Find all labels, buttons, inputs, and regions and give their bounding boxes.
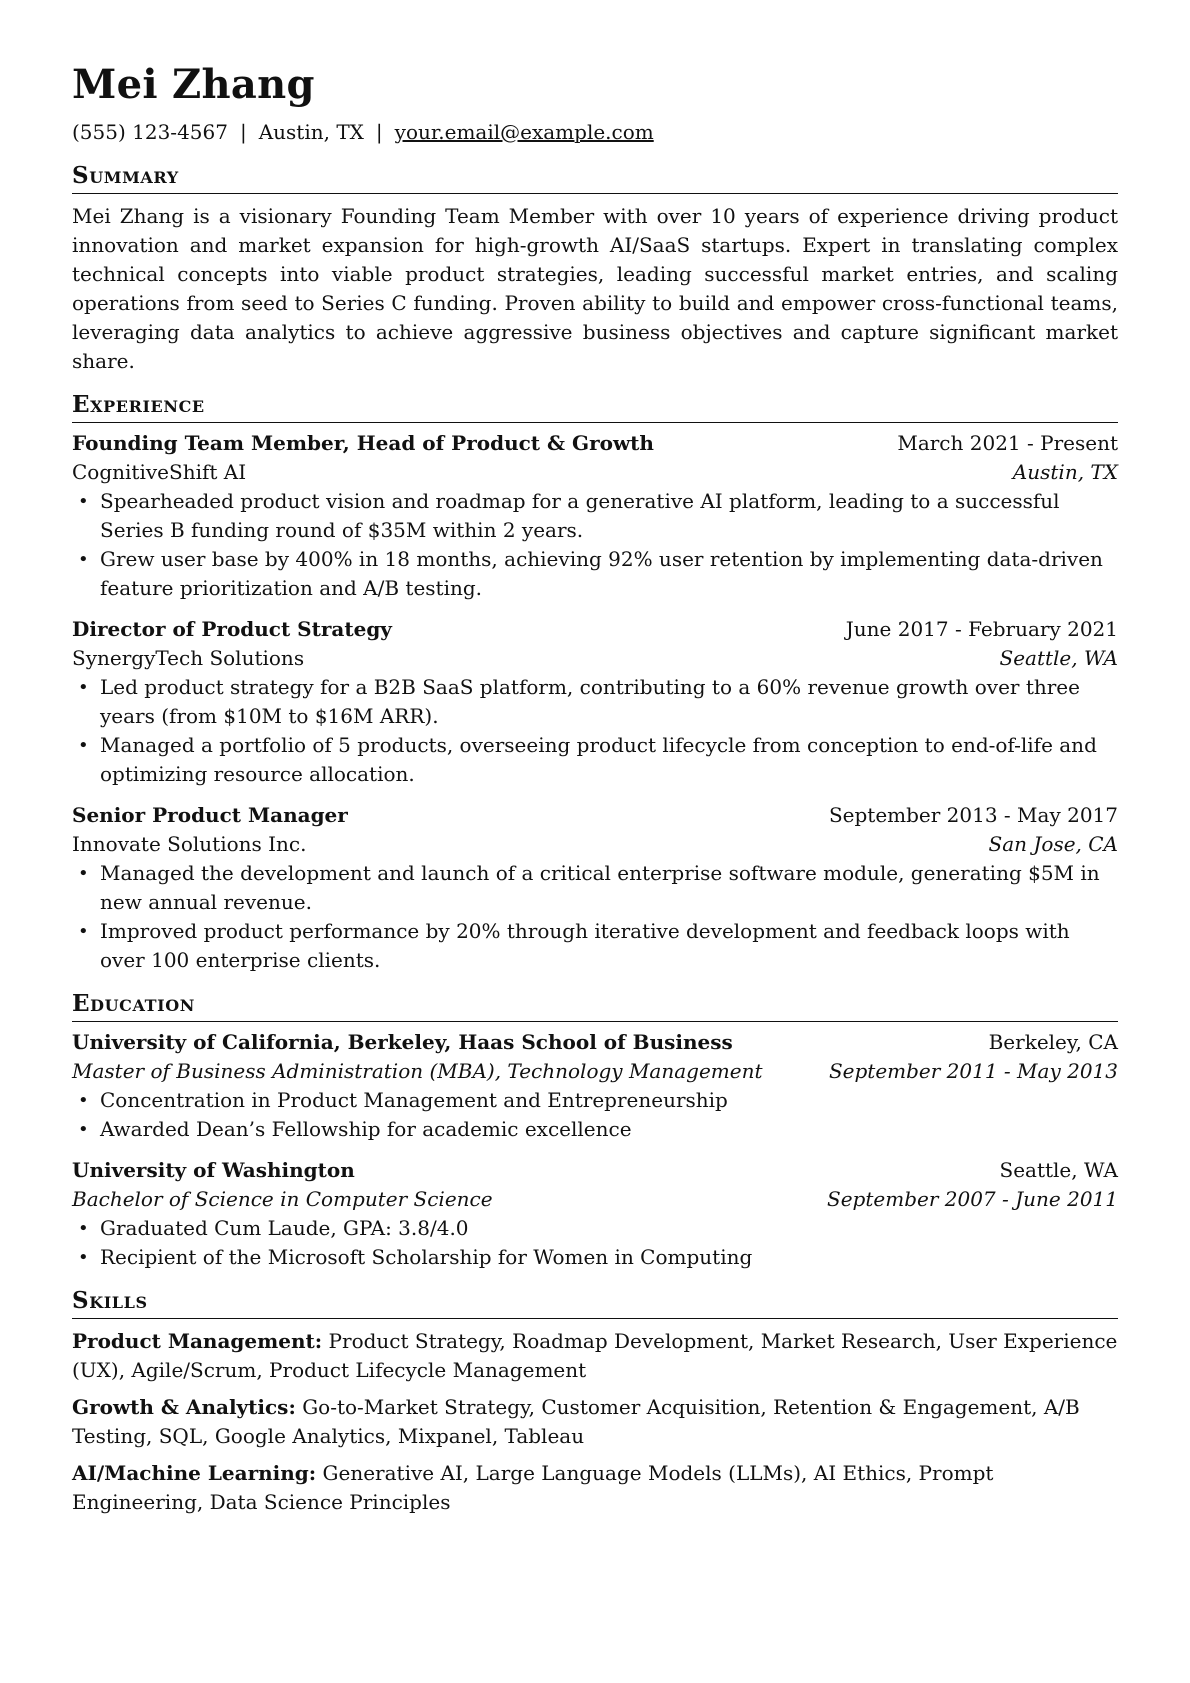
contact-line — [72, 118, 1118, 147]
bullet-item: • Managed the development and launch of a critical enterprise software module, generating $5M in new annual revenue. — [100, 859, 1118, 917]
location: Austin, TX — [258, 120, 364, 144]
job-dates: September 2013 - May 2017 — [828, 803, 1118, 827]
company-name: SynergyTech Solutions — [72, 646, 305, 670]
skill-group — [72, 1459, 1118, 1517]
job-location: Austin, TX — [1012, 460, 1118, 484]
contact-separator: | — [239, 120, 247, 144]
degree-name: Master of Business Administration (MBA), Technology Management — [72, 1059, 763, 1083]
contact-separator: | — [375, 120, 383, 144]
job-title: Founding Team Member, Head of Product & Growth — [72, 431, 654, 455]
summary-heading: Summary — [72, 161, 1118, 194]
education-bullets — [72, 1086, 1118, 1144]
bullet-item: • Grew user base by 400% in 18 months, achieving 92% user retention by implementing data-driven feature prioritization and A/B testing. — [100, 545, 1118, 603]
education-heading: Education — [72, 989, 1118, 1022]
job-title: Senior Product Manager — [72, 803, 348, 827]
bullet-item: • Managed a portfolio of 5 products, overseeing product lifecycle from conception to end-of-life and optimizing resource allocation. — [100, 731, 1118, 789]
experience-heading: Experience — [72, 390, 1118, 423]
summary-text: Mei Zhang is a visionary Founding Team Member with over 10 years of experience driving product innovation and market expansion for high-growth AI/SaaS startups. Expert in translating complex technical concepts into viable product strategies, leading successful market entries, and scaling operations from seed to Series C funding. Proven ability to build and empower cross-functional teams, leveraging data analytics to achieve aggressive business objectives and capture significant market share. — [72, 204, 1118, 373]
school-name: University of Washington — [72, 1158, 355, 1182]
bullet-item: • Concentration in Product Management and Entrepreneurship — [100, 1086, 1118, 1115]
education-dates: September 2011 - May 2013 — [828, 1059, 1118, 1083]
degree-name: Bachelor of Science in Computer Science — [72, 1187, 493, 1211]
education-entry — [72, 1156, 1118, 1272]
job-bullets — [72, 487, 1118, 603]
school-location: Seattle, WA — [999, 1158, 1118, 1182]
school-location: Berkeley, CA — [988, 1030, 1118, 1054]
job-location: San Jose, CA — [988, 832, 1118, 856]
experience-entry — [72, 429, 1118, 603]
skills-heading: Skills — [72, 1286, 1118, 1319]
skill-items: Generative AI, Large Language Models (LLMs), AI Ethics, Prompt Engineering, Data Science Principles — [72, 1461, 994, 1514]
job-location: Seattle, WA — [999, 646, 1118, 670]
job-title: Director of Product Strategy — [72, 617, 392, 641]
bullet-item: • Spearheaded product vision and roadmap for a generative AI platform, leading to a successful Series B funding round of $35M within 2 years. — [100, 487, 1118, 545]
phone-number: (555) 123-4567 — [72, 120, 228, 144]
bullet-item: • Graduated Cum Laude, GPA: 3.8/4.0 — [100, 1214, 1118, 1243]
candidate-name: Mei Zhang — [72, 61, 315, 108]
experience-entry — [72, 615, 1118, 789]
bullet-item: • Improved product performance by 20% through iterative development and feedback loops with over 100 enterprise clients. — [100, 917, 1118, 975]
education-bullets — [72, 1214, 1118, 1272]
company-name: CognitiveShift AI — [72, 460, 247, 484]
company-name: Innovate Solutions Inc. — [72, 832, 307, 856]
skill-group — [72, 1327, 1118, 1385]
job-dates: June 2017 - February 2021 — [845, 617, 1118, 641]
job-dates: March 2021 - Present — [897, 431, 1118, 455]
bullet-item: • Awarded Dean’s Fellowship for academic excellence — [100, 1115, 1118, 1144]
skill-label: AI/Machine Learning: — [72, 1461, 317, 1485]
school-name: University of California, Berkeley, Haas School of Business — [72, 1030, 733, 1054]
skill-items: Product Strategy, Roadmap Development, Market Research, User Experience (UX), Agile/Scrum, Product Lifecycle Management — [72, 1329, 1118, 1382]
bullet-item: • Recipient of the Microsoft Scholarship for Women in Computing — [100, 1243, 1118, 1272]
job-bullets — [72, 673, 1118, 789]
skill-label: Product Management: — [72, 1329, 323, 1353]
education-entry — [72, 1028, 1118, 1144]
skill-group — [72, 1393, 1118, 1451]
skill-items: Go-to-Market Strategy, Customer Acquisition, Retention & Engagement, A/B Testing, SQL, Google Analytics, Mixpanel, Tableau — [72, 1395, 1080, 1448]
education-dates: September 2007 - June 2011 — [827, 1187, 1118, 1211]
email-link[interactable]: your.email@example.com — [394, 120, 654, 144]
experience-entry — [72, 801, 1118, 975]
job-bullets — [72, 859, 1118, 975]
skill-label: Growth & Analytics: — [72, 1395, 296, 1419]
bullet-item: • Led product strategy for a B2B SaaS platform, contributing to a 60% revenue growth over three years (from $10M to $16M ARR). — [100, 673, 1118, 731]
